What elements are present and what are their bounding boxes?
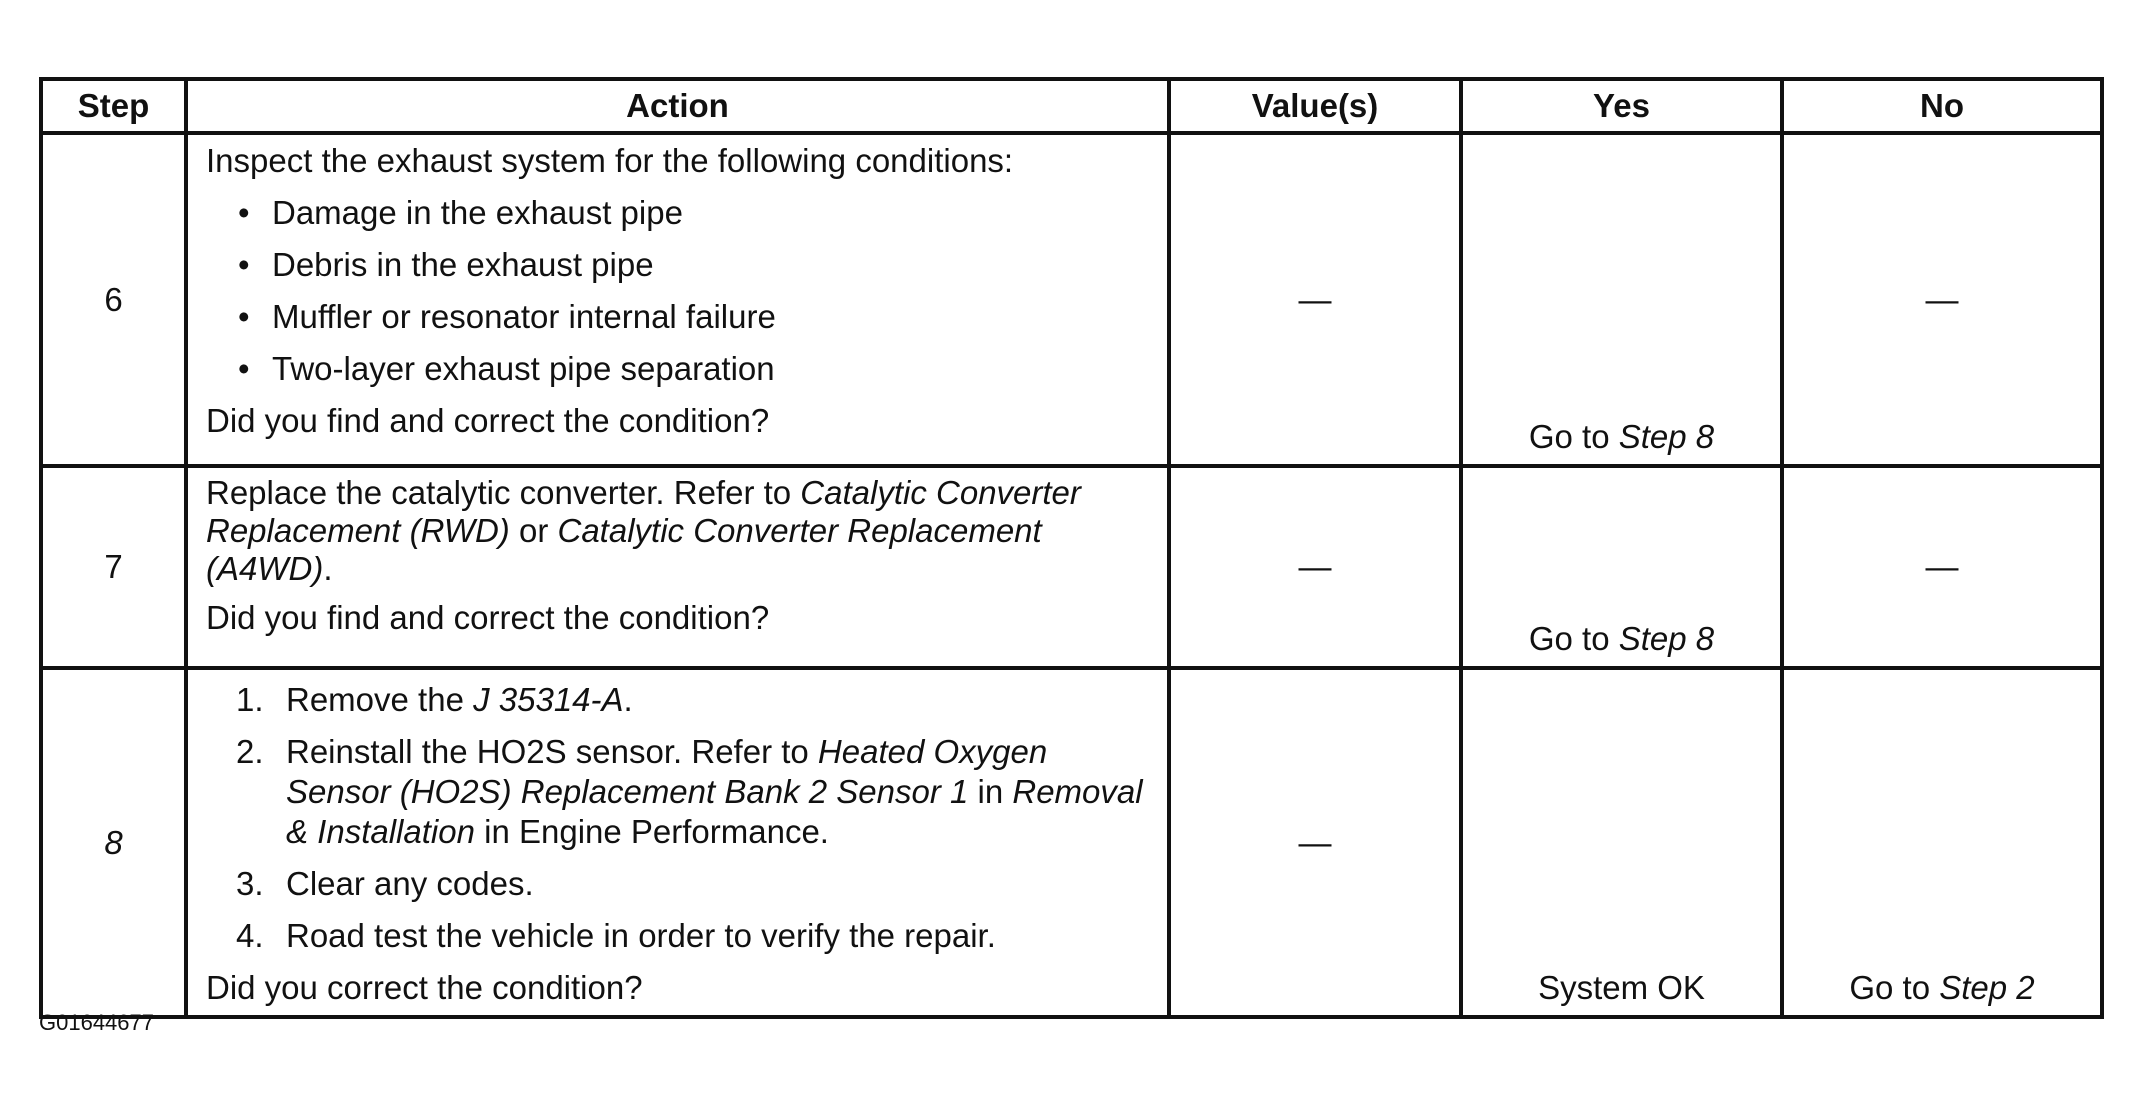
item-text-part: Remove the [286, 681, 474, 718]
list-item [206, 680, 1153, 720]
no-cell [1782, 466, 2102, 668]
bullet-icon: • [238, 194, 250, 231]
action-question: Did you correct the condition? [206, 969, 643, 1006]
item-number: 4. [236, 917, 264, 954]
yes-cell [1461, 466, 1782, 668]
action-cell [186, 466, 1169, 668]
item-text-part: in Engine Performance. [474, 813, 829, 850]
table-row-step-6 [41, 133, 2102, 466]
yes-prefix: Go to [1528, 620, 1619, 657]
action-text: . [323, 550, 333, 587]
item-text: Clear any codes. [286, 865, 534, 902]
no-step-link: Step 2 [1939, 969, 2035, 1006]
table-row-step-7 [41, 466, 2102, 668]
bullet-icon: • [238, 246, 250, 283]
action-question: Did you find and correct the condition? [206, 599, 770, 636]
value-dash: — [1298, 548, 1332, 585]
item-text: Road test the vehicle in order to verify the repair. [286, 917, 996, 954]
action-question: Did you find and correct the condition? [206, 402, 770, 439]
value-cell [1169, 133, 1461, 466]
diagnostic-table [39, 77, 2104, 1019]
catalytic-rwd-reference: Catalytic Converter Replacement (RWD) [206, 474, 1081, 549]
action-cell [186, 668, 1169, 1017]
bullet-icon: • [238, 298, 250, 335]
action-cell [186, 133, 1169, 466]
yes-step-link: Step 8 [1618, 620, 1715, 657]
no-dash: — [1925, 280, 1959, 318]
removal-installation-reference: Removal & Installation [286, 773, 1143, 850]
table-row-step-8 [41, 668, 2102, 1017]
action-text: or [509, 512, 558, 549]
yes-cell: System OK [1461, 668, 1782, 1017]
list-item [206, 349, 1153, 389]
figure-id-caption: G01644677 [39, 1010, 154, 1035]
value-dash: — [1298, 280, 1332, 318]
list-item [206, 732, 1153, 852]
action-intro: Inspect the exhaust system for the following conditions: [206, 142, 1014, 179]
list-item [206, 245, 1153, 285]
no-prefix: Go to [1849, 969, 1940, 1006]
step-number: 8 [104, 823, 123, 861]
value-cell [1169, 668, 1461, 1017]
item-number: 3. [236, 865, 264, 902]
header-step: Step [41, 79, 186, 133]
item-text [286, 732, 1153, 852]
header-values: Value(s) [1169, 79, 1461, 133]
bullet-text: Muffler or resonator internal failure [272, 298, 776, 335]
action-paragraph [206, 474, 1153, 588]
header-row [41, 79, 2102, 133]
value-dash: — [1298, 823, 1332, 861]
value-cell [1169, 466, 1461, 668]
bullet-text: Damage in the exhaust pipe [272, 194, 683, 231]
diagnostic-table-container [39, 77, 2100, 1019]
catalytic-a4wd-reference: Catalytic Converter Replacement (A4WD) [206, 512, 1042, 587]
list-item [206, 297, 1153, 337]
item-number: 2. [236, 733, 264, 770]
no-cell [1782, 133, 2102, 466]
header-yes: Yes [1461, 79, 1782, 133]
bullet-text: Debris in the exhaust pipe [272, 246, 654, 283]
yes-step-link: Step 8 [1618, 418, 1715, 455]
step-number: 7 [41, 466, 186, 668]
header-action: Action [186, 79, 1169, 133]
bullet-icon: • [238, 350, 250, 387]
no-cell [1782, 668, 2102, 1017]
list-item [206, 864, 1153, 904]
yes-prefix: Go to [1528, 418, 1619, 455]
item-text-part: in [968, 773, 1013, 810]
list-item [206, 193, 1153, 233]
list-item [206, 916, 1153, 956]
no-dash: — [1925, 548, 1959, 585]
item-text [286, 680, 1153, 720]
yes-cell [1461, 133, 1782, 466]
item-text-part: . [623, 681, 633, 718]
bullet-text: Two-layer exhaust pipe separation [272, 350, 775, 387]
item-number: 1. [236, 681, 264, 718]
item-text-part: Reinstall the HO2S sensor. Refer to [286, 733, 818, 770]
ho2s-reference: Heated Oxygen Sensor (HO2S) Replacement Bank 2 Sensor 1 [286, 733, 1048, 810]
tool-reference: J 35314-A [473, 681, 624, 718]
header-no: No [1782, 79, 2102, 133]
step-number-cell [41, 668, 186, 1017]
step-number: 6 [41, 133, 186, 466]
action-text: Replace the catalytic converter. Refer to [206, 474, 801, 511]
